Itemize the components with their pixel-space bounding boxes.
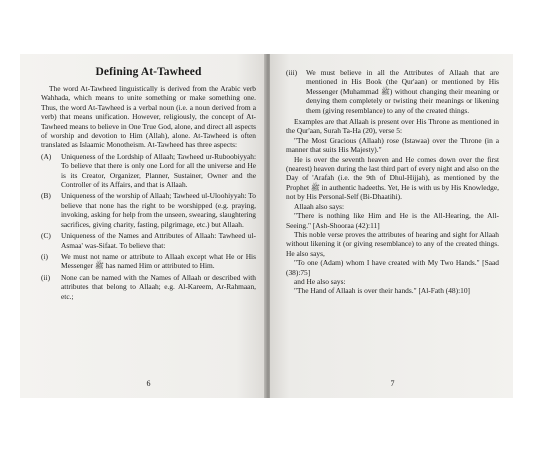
quote-paragraph: "The Most Gracious (Allaah) rose (Istawaa) over the Throne (in a manner that suits His Majesty)." (286, 135, 499, 155)
aspect-marker: (C) (41, 231, 51, 241)
aspect-item (41, 231, 256, 250)
sub-item (41, 273, 256, 301)
intro-paragraph: The word At-Tawheed linguistically is derived from the Arabic verb Wahhada, which means to unite something or make something one. Thus, the word At-Tawheed is a verbal noun (i.e. a noun derived from a verb) that means unification. However, religiously, the concept of At-Tawheed means to believe in One True God, alone, and direct all aspects of worship and devotion to Him (Allah), alone. At-Tawheed is often translated as Islaamic Monotheism. At-Tawheed has three aspects: (41, 84, 256, 150)
sub-item (286, 68, 499, 115)
quote-paragraph: "There is nothing like Him and He is the All-Hearing, the All-Seeing." [Ash-Shooraa (42):11] (286, 211, 499, 230)
page-title: Defining At-Tawheed (95, 66, 202, 78)
sub-item-text: We must not name or attribute to Allaah except what He or His Messenger ﷺ has named Him or attributed to Him. (61, 251, 256, 271)
aspect-text: Uniqueness of the worship of Allaah; Tawheed ul-Uloohiyyah: To believe that none has the right to be worshipped (e.g. praying, invoking, asking for help from the unseen, swearing, slaughtering sacrifices, giving charity, fasting, pilgrimage, etc.) but Allaah. (61, 191, 256, 229)
body-paragraph: and He also says: (294, 276, 346, 286)
quote-paragraph: "The Hand of Allaah is over their hands." [Al-Fath (48):10] (294, 286, 470, 296)
body-paragraph: This noble verse proves the attributes of hearing and sight for Allaah without likening it (or giving resemblance) to any of the created things. He also says, (286, 229, 499, 258)
sub-item-marker: (ii) (41, 272, 51, 282)
quote-paragraph: "To one (Adam) whom I have created with My Two Hands." [Saad (38):75] (286, 258, 499, 277)
open-book-spread (20, 54, 513, 398)
aspect-item (41, 191, 256, 229)
left-page (20, 54, 266, 398)
body-paragraph: Allaah also says: (294, 201, 345, 211)
sub-item-marker: (iii) (286, 68, 298, 77)
body-paragraph: Examples are that Allaah is present over His Throne as mentioned in the Qur'aan, Surah Ta-Ha (20), verse 5: (286, 117, 499, 136)
sub-item-text: None can be named with the Names of Allaah or described with attributes that belong to Allaah; e.g. Al-Kareem, Ar-Rahmaan, etc.; (61, 272, 256, 301)
aspect-item (41, 152, 256, 190)
sub-item-text: We must believe in all the Attributes of Allaah that are mentioned in His Book (the Qur'aan) or mentioned by His Messenger (Muhammad ﷺ) without changing their meaning or denying them completely or twisting their meanings or likening them (giving resemblance) to any of the created things. (306, 68, 499, 115)
aspect-marker: (B) (41, 191, 51, 201)
sub-item (41, 252, 256, 271)
page-number: 6 (146, 379, 151, 388)
page-number: 7 (390, 379, 395, 388)
body-paragraph: He is over the seventh heaven and He comes down over the first (nearest) heaven during the last third part of every night and also on the Day of 'Arafah (i.e. the 9th of Dhul-Hijjah), as mentioned by the Prophet ﷺ in authentic hadeeths. Yet, He is with us by His Knowledge, not by His Personal-Self (Bi-Dhaatihi). (286, 154, 499, 202)
aspect-marker: (A) (41, 151, 52, 161)
sub-item-marker: (i) (41, 251, 48, 261)
aspect-text: Uniqueness of the Names and Attributes of Allaah: Tawheed ul-Asmaa' was-Sifaat. To believe that: (61, 231, 256, 250)
right-page (270, 54, 513, 398)
aspect-text: Uniqueness of the Lordship of Allaah; Tawheed ur-Ruboobiyyah: To believe that there is only one Lord for all the universe and He is its Creator, Organizer, Planner, Sustainer, Owner and the Controller of its Affairs, and that is Allaah. (61, 151, 256, 190)
